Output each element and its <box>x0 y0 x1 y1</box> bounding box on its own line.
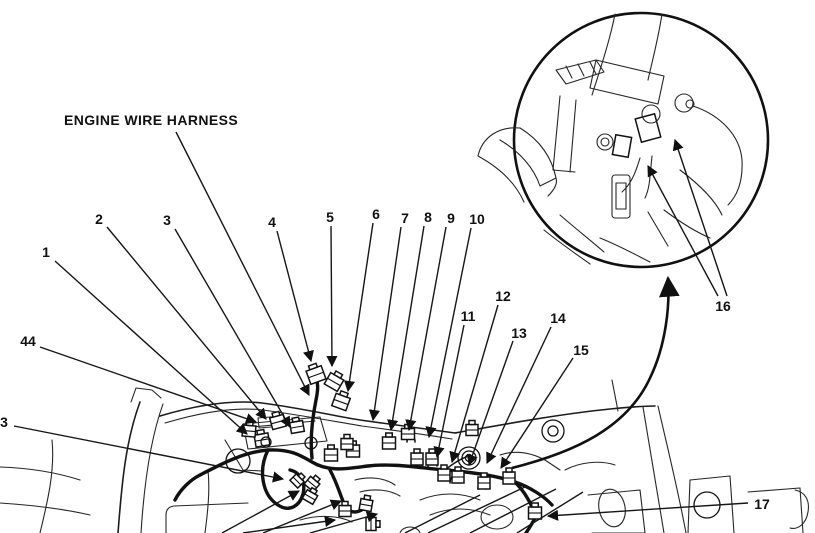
structure-line <box>428 486 527 533</box>
callout-label-5: 5 <box>326 209 334 225</box>
callout-label-2: 2 <box>95 211 103 227</box>
callout-leader-5 <box>331 226 332 366</box>
callout-label-15: 15 <box>573 342 589 358</box>
callout-label-3: 3 <box>163 212 171 228</box>
diagram-title: ENGINE WIRE HARNESS <box>64 112 239 128</box>
callout-label-7: 7 <box>401 210 409 226</box>
connector <box>305 362 326 384</box>
connector <box>332 390 352 411</box>
callout-label-3: 3 <box>0 414 8 430</box>
callout-label-16: 16 <box>715 298 731 314</box>
callout-label-4: 4 <box>268 214 276 230</box>
connector <box>341 435 353 450</box>
inset-pointer-arrow <box>512 278 668 468</box>
connector <box>383 433 396 449</box>
callout-label-44: 44 <box>20 333 36 349</box>
car-body-art <box>0 380 808 533</box>
callout-label-11: 11 <box>460 308 476 324</box>
connector <box>359 495 373 512</box>
callout-label-8: 8 <box>424 209 432 225</box>
callout-leader-2 <box>107 227 266 419</box>
detail-inset <box>478 13 768 468</box>
title-leader <box>176 132 309 395</box>
callout-leader-3 <box>175 229 290 427</box>
connector <box>411 449 423 465</box>
connector <box>426 449 438 465</box>
callout-leader-6 <box>348 223 373 391</box>
callout-leader-10 <box>429 228 471 437</box>
connector <box>503 468 515 484</box>
callout-leader-13 <box>469 341 513 465</box>
callout-label-1: 1 <box>42 244 50 260</box>
connector <box>339 502 351 517</box>
callout-label-6: 6 <box>372 206 380 222</box>
callout-leader-8 <box>391 226 424 430</box>
callout-leader-12 <box>452 305 498 462</box>
connector <box>366 518 380 531</box>
connector <box>466 421 478 436</box>
round-part <box>548 426 558 436</box>
callout-leader-1 <box>55 261 247 434</box>
callout-label-9: 9 <box>447 210 455 226</box>
callout-label-12: 12 <box>495 288 511 304</box>
round-part <box>542 420 564 442</box>
callout-label-14: 14 <box>550 310 566 326</box>
callout-leader-14 <box>487 327 551 463</box>
callout-leader-9 <box>409 227 446 430</box>
callout-label-17: 17 <box>754 496 770 512</box>
connector <box>325 445 338 461</box>
callout-label-10: 10 <box>469 211 485 227</box>
round-part <box>458 447 480 469</box>
callout-leader-44 <box>40 347 256 422</box>
callout-leader-17 <box>548 503 748 516</box>
callout-label-13: 13 <box>511 325 527 341</box>
connector <box>324 369 345 391</box>
